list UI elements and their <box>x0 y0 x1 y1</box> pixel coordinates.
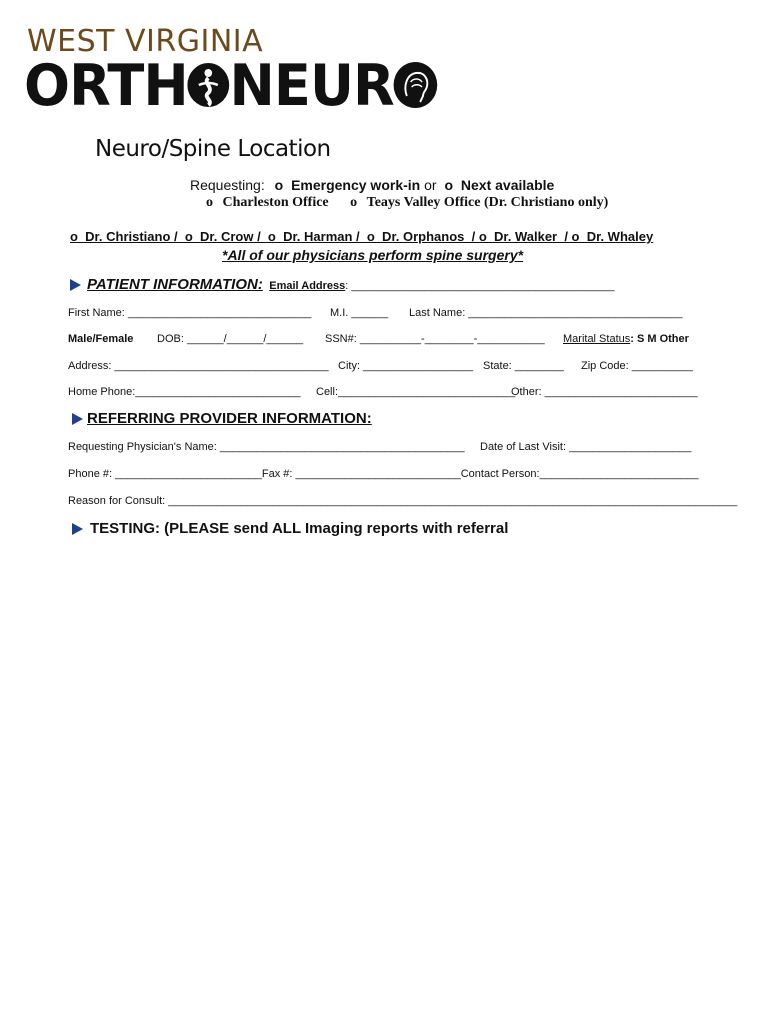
teays-label: Teays Valley Office (Dr. Christiano only) <box>366 195 609 210</box>
zip-code-field[interactable]: Zip Code: __________ <box>581 360 693 372</box>
doctor-selection-line[interactable]: o Dr. Christiano / o Dr. Crow / o Dr. Harman / o Dr. Orphanos / o Dr. Walker / o Dr. Whaley <box>70 229 654 244</box>
or-label: or <box>424 177 437 193</box>
logo-word-left: ORTH <box>24 53 188 119</box>
state-field[interactable]: State: ________ <box>483 360 564 372</box>
city-field[interactable]: City: __________________ <box>338 360 474 372</box>
logo-spine-icon <box>188 63 230 107</box>
first-name-field[interactable]: First Name: ______________________________ <box>68 307 312 319</box>
email-label: Email Address <box>269 280 346 292</box>
logo-state-name: WEST VIRGINIA <box>27 24 264 59</box>
marital-status-field[interactable] <box>563 333 689 345</box>
cell-phone-field[interactable]: Cell:_____________________________ <box>316 386 516 398</box>
middle-initial-field[interactable]: M.I. ______ <box>330 307 389 319</box>
requesting-physician-field[interactable]: Requesting Physician's Name: ________________________________________ <box>68 441 465 453</box>
last-visit-date-field[interactable]: Date of Last Visit: ____________________ <box>480 441 692 453</box>
dob-field[interactable]: DOB: ______/______/______ <box>157 333 304 345</box>
testing-section-header <box>72 520 508 538</box>
triangle-bullet-icon <box>70 279 81 291</box>
triangle-bullet-icon <box>72 523 83 535</box>
email-field[interactable]: : ___________________________________________ <box>345 280 615 292</box>
address-field[interactable]: Address: ___________________________________ <box>68 360 329 372</box>
ssn-field[interactable]: SSN#: __________-________-___________ <box>325 333 545 345</box>
last-name-field[interactable]: Last Name: ___________________________________ <box>409 307 683 319</box>
office-line <box>206 195 608 211</box>
emergency-checkbox[interactable]: o <box>274 177 284 193</box>
logo-word-right: NEUR <box>229 53 394 119</box>
marital-status-label: Marital Status <box>563 333 631 345</box>
referring-info-title: REFERRING PROVIDER INFORMATION: <box>87 410 372 427</box>
spine-surgery-note: *All of our physicians perform spine surgery* <box>222 247 524 263</box>
location-title: Neuro/Spine Location <box>95 136 331 162</box>
reason-for-consult-field[interactable]: Reason for Consult: _____________________________________________________________________________________________ <box>68 495 738 507</box>
patient-section-header <box>70 276 614 294</box>
other-phone-field[interactable]: Other: _________________________ <box>511 386 698 398</box>
logo-wordmark <box>24 53 437 119</box>
next-available-checkbox[interactable]: o <box>444 177 454 193</box>
charleston-checkbox[interactable]: o <box>206 195 213 210</box>
emergency-label: Emergency work-in <box>291 177 421 193</box>
phone-fax-contact-line[interactable]: Phone #: ________________________Fax #: ___________________________Contact Person:__________________________ <box>68 468 699 480</box>
testing-title: TESTING: (PLEASE send ALL Imaging reports with referral <box>90 520 509 537</box>
home-phone-field[interactable]: Home Phone:___________________________ <box>68 386 301 398</box>
request-label: Requesting: <box>190 177 265 193</box>
marital-status-options[interactable]: : S M Other <box>630 333 689 345</box>
logo-head-icon <box>394 62 438 108</box>
next-available-label: Next available <box>460 177 555 193</box>
triangle-bullet-icon <box>72 413 83 425</box>
referring-section-header <box>72 410 372 428</box>
patient-info-title: PATIENT INFORMATION: <box>87 276 263 293</box>
charleston-label: Charleston Office <box>222 195 329 210</box>
sex-field[interactable]: Male/Female <box>68 333 134 345</box>
teays-checkbox[interactable]: o <box>350 195 358 210</box>
request-line <box>190 177 554 193</box>
